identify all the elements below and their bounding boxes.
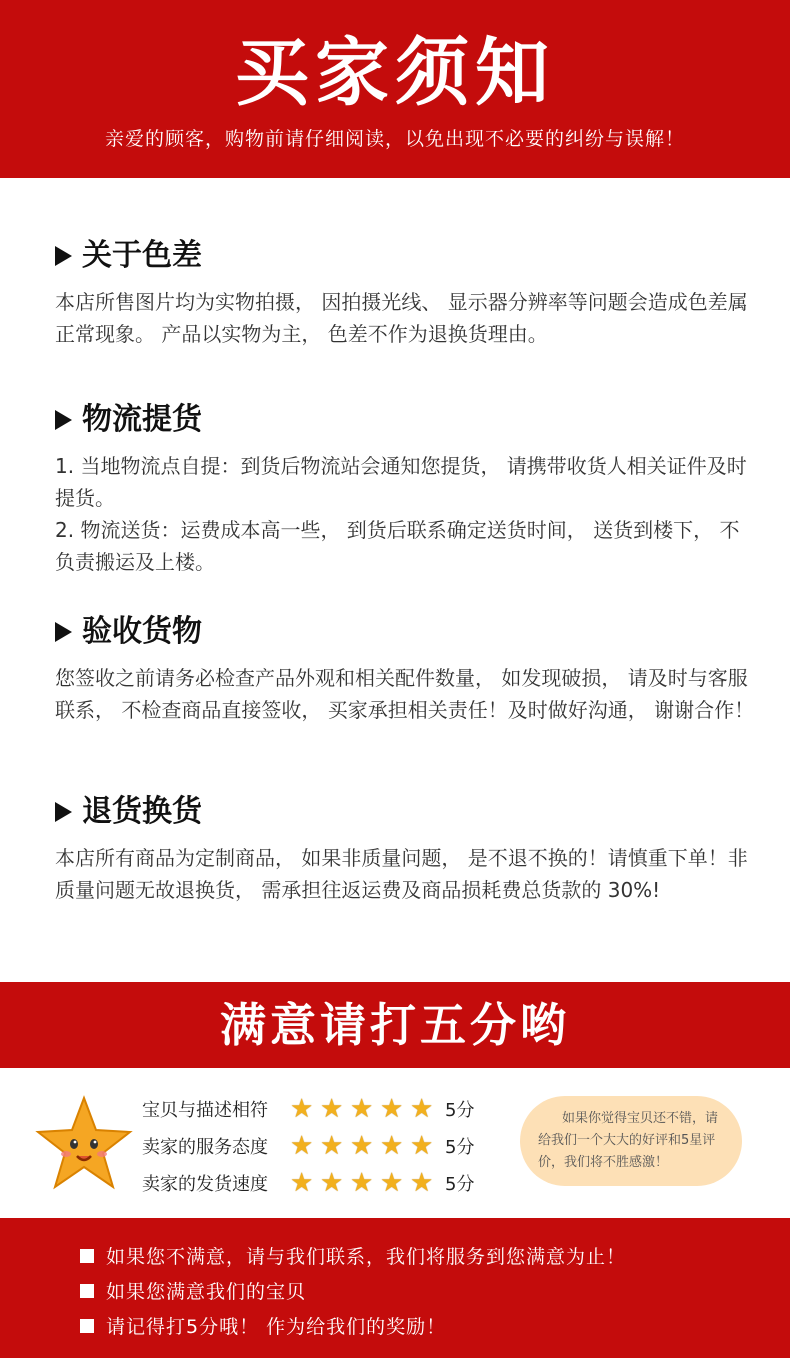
star-icon: ★: [380, 1093, 404, 1124]
section-logistics: [55, 400, 755, 578]
star-rating: [290, 1130, 440, 1161]
page-title: 买家须知: [235, 30, 555, 116]
triangle-bullet-icon: [55, 802, 72, 822]
square-bullet-icon: [80, 1249, 94, 1263]
square-bullet-icon: [80, 1284, 94, 1298]
rating-banner: [0, 982, 790, 1068]
section-returns: [55, 792, 755, 906]
rating-row: [142, 1164, 474, 1201]
triangle-bullet-icon: [55, 622, 72, 642]
section-text: 本店所有商品为定制商品， 如果非质量问题， 是不退不换的！请慎重下单！非质量问题无故退换货， 需承担往返运费及商品损耗费总货款的 30%!: [55, 846, 748, 902]
star-icon: ★: [410, 1167, 434, 1198]
section-text: 本店所售图片均为实物拍摄， 因拍摄光线、 显示器分辨率等问题会造成色差属正常现象。 产品以实物为主， 色差不作为退换货理由。: [55, 290, 748, 346]
list-item: 如果您满意我们的宝贝: [80, 1273, 626, 1308]
star-icon: ★: [290, 1167, 314, 1198]
rating-score: 5分: [445, 1173, 475, 1195]
star-icon: ★: [290, 1130, 314, 1161]
star-rating: [290, 1167, 440, 1198]
rating-score: 5分: [445, 1136, 475, 1158]
triangle-bullet-icon: [55, 410, 72, 430]
star-icon: ★: [410, 1093, 434, 1124]
rating-label: 卖家的服务态度: [142, 1136, 268, 1158]
list-item: 如果您不满意，请与我们联系，我们将服务到您满意为止！: [80, 1238, 626, 1273]
section-text: 1. 当地物流点自提：到货后物流站会通知您提货， 请携带收货人相关证件及时提货。: [55, 454, 747, 510]
footer-banner: [0, 1218, 790, 1358]
star-icon: ★: [380, 1130, 404, 1161]
square-bullet-icon: [80, 1319, 94, 1333]
footer-list: [80, 1238, 626, 1343]
rating-list: [142, 1090, 474, 1201]
star-icon: ★: [350, 1167, 374, 1198]
section-heading: 验收货物: [55, 612, 755, 652]
section-text: 您签收之前请务必检查产品外观和相关配件数量， 如发现破损， 请及时与客服联系， 不检查商品直接签收， 买家承担相关责任！及时做好沟通， 谢谢合作！: [55, 666, 755, 722]
header-banner: [0, 0, 790, 178]
rating-row: [142, 1090, 474, 1127]
rating-label: 卖家的发货速度: [142, 1173, 268, 1195]
section-heading: 物流提货: [55, 400, 755, 440]
rating-panel: [0, 1068, 790, 1218]
triangle-bullet-icon: [55, 246, 72, 266]
star-icon: ★: [320, 1093, 344, 1124]
star-icon: ★: [380, 1167, 404, 1198]
speech-bubble: 如果你觉得宝贝还不错，请给我们一个大大的好评和5星评价，我们将不胜感激！: [520, 1096, 742, 1186]
section-text: 2. 物流送货：运费成本高一些， 到货后联系确定送货时间， 送货到楼下， 不负责搬运及上楼。: [55, 518, 740, 574]
rating-banner-title: 满意请打五分哟: [220, 998, 570, 1052]
star-rating: [290, 1093, 440, 1124]
star-icon: ★: [350, 1130, 374, 1161]
rating-label: 宝贝与描述相符: [142, 1099, 268, 1121]
section-heading: 关于色差: [55, 236, 755, 276]
section-heading: 退货换货: [55, 792, 755, 832]
rating-row: [142, 1127, 474, 1164]
rating-score: 5分: [445, 1099, 475, 1121]
star-icon: ★: [290, 1093, 314, 1124]
star-icon: ★: [320, 1130, 344, 1161]
page-subtitle: 亲爱的顾客，购物前请仔细阅读，以免出现不必要的纠纷与误解！: [104, 128, 685, 150]
section-inspection: [55, 612, 755, 726]
list-item: 请记得打5分哦！ 作为给我们的奖励！: [80, 1308, 626, 1343]
star-icon: ★: [350, 1093, 374, 1124]
star-mascot-icon: [34, 1094, 134, 1194]
section-color-difference: [55, 236, 755, 350]
star-icon: ★: [410, 1130, 434, 1161]
star-icon: ★: [320, 1167, 344, 1198]
